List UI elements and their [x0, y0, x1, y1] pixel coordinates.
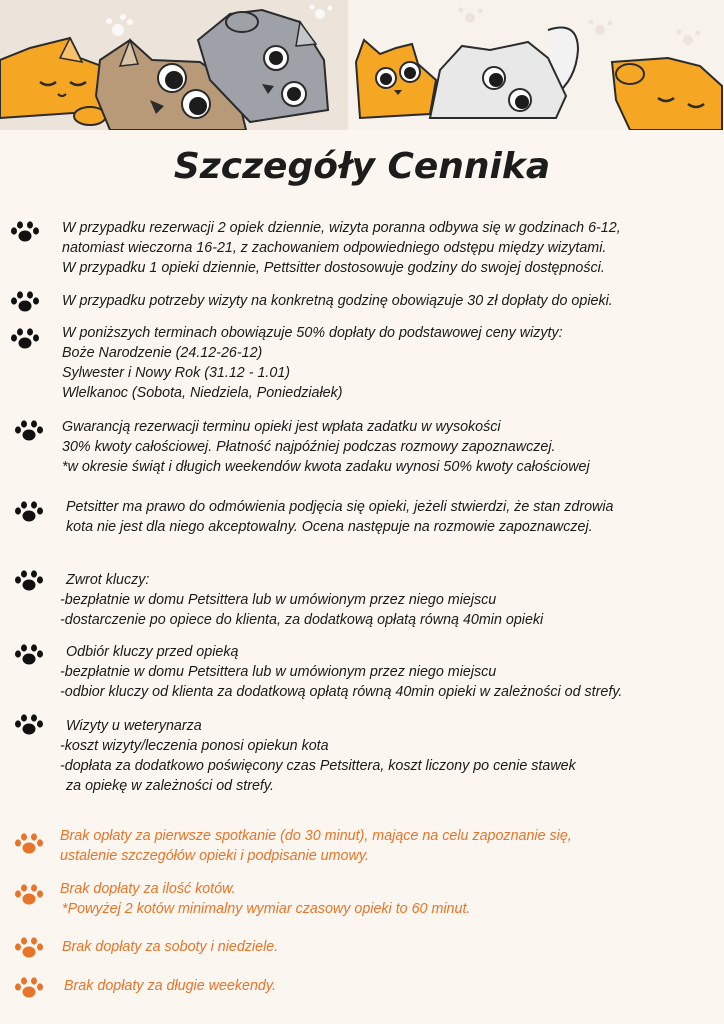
text-line: ustalenie szczegółów opieki i podpisanie umowy. [60, 848, 369, 864]
text-line: *Powyżej 2 kotów minimalny wymiar czasowy opieki to 60 minut. [62, 901, 471, 917]
text-line: Brak dopłaty za soboty i niedziele. [62, 939, 279, 955]
text-line: -bezpłatnie w domu Petsittera lub w umówionym przez niego miejscu [60, 664, 497, 680]
text-line: Petsitter ma prawo do odmówienia podjęcia się opieki, jeżeli stwierdzi, że stan zdrowia [66, 499, 614, 515]
cats-header-illustration [0, 0, 724, 130]
text-line: kota nie jest dla niego akceptowalny. Ocena następuje na rozmowie zapoznawczej. [66, 519, 593, 535]
text-line: Brak dopłaty za długie weekendy. [64, 978, 276, 994]
text-line: W przypadku potrzeby wizyty na konkretną godzinę obowiązuje 30 zł dopłaty do opieki. [62, 293, 613, 309]
text-line: -bezpłatnie w domu Petsittera lub w umówionym przez niego miejscu [60, 592, 497, 608]
text-line: Wizyty u weterynarza [66, 718, 202, 734]
text-line: W przypadku rezerwacji 2 opiek dziennie, wizyta poranna odbywa się w godzinach 6-12, [62, 220, 621, 236]
text-line: W poniższych terminach obowiązuje 50% dopłaty do podstawowej ceny wizyty: [62, 325, 563, 341]
text-line: W przypadku 1 opieki dziennie, Pettsitter dostosowuje godziny do swojej dostępności. [62, 260, 605, 276]
text-line: Zwrot kluczy: [66, 572, 150, 588]
text-line: -koszt wizyty/leczenia ponosi opiekun kota [60, 738, 329, 754]
text-line: Odbiór kluczy przed opieką [66, 644, 239, 660]
text-line: Gwarancją rezerwacji terminu opieki jest wpłata zadatku w wysokości [62, 419, 501, 435]
text-line: *w okresie świąt i długich weekendów kwota zadaku wynosi 50% kwoty całościowej [62, 459, 590, 475]
text-line: Wlelkanoc (Sobota, Niedziela, Poniedziałek) [62, 385, 343, 401]
text-line: 30% kwoty całościowej. Płatność najpóźniej podczas rozmowy zapoznawczej. [62, 439, 556, 455]
text-line: Boże Narodzenie (24.12-26-12) [62, 345, 263, 361]
text-line: Brak dopłaty za ilość kotów. [60, 881, 236, 897]
text-line: Brak opłaty za pierwsze spotkanie (do 30 minut), mające na celu zapoznanie się, [60, 828, 572, 844]
text-line: za opiekę w zależności od strefy. [66, 778, 274, 794]
text-line: natomiast wieczorna 16-21, z zachowaniem odpowiedniego odstępu między wizytami. [62, 240, 607, 256]
text-line: -dostarczenie po opiece do klienta, za dodatkową opłatą równą 40min opieki [60, 612, 544, 628]
page-title: Szczegóły Cennika [173, 146, 551, 187]
text-line: Sylwester i Nowy Rok (31.12 - 1.01) [62, 365, 291, 381]
text-line: -odbior kluczy od klienta za dodatkową opłatą równą 40min opieki w zależności od strefy. [60, 684, 623, 700]
text-line: -dopłata za dodatkowo poświęcony czas Petsittera, koszt liczony po cenie stawek [60, 758, 576, 774]
